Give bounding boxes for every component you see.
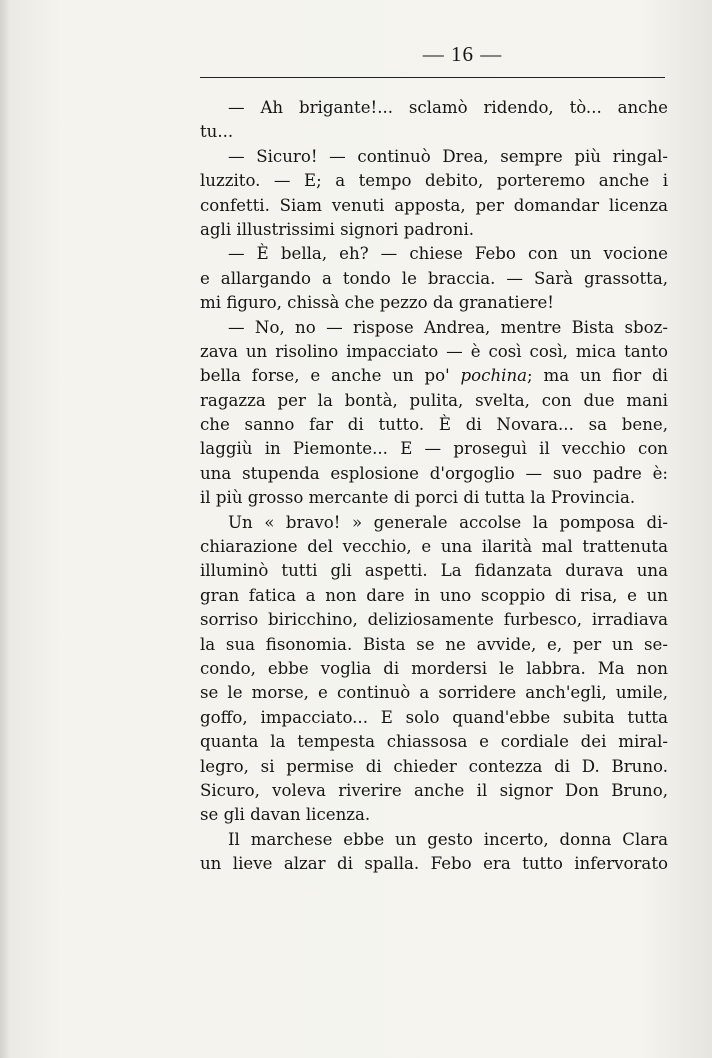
text-line: Un « bravo! » generale accolse la pomposa di- xyxy=(228,512,668,532)
text-line: legro, si permise di chieder contezza di D. Bruno. xyxy=(200,756,668,776)
page-binding-edge xyxy=(0,0,10,1058)
text-line: Sicuro, voleva riverire anche il signor Don Bruno, xyxy=(200,780,668,800)
text-line: illuminò tutti gli aspetti. La fidanzata durava una xyxy=(200,561,668,581)
header-rule xyxy=(200,77,665,78)
text-line: — No, no — rispose Andrea, mentre Bista sboz- xyxy=(228,317,668,337)
text-line: laggiù in Piemonte... E — proseguì il vecchio con xyxy=(200,439,668,459)
text-line: la sua fisonomia. Bista se ne avvide, e, per un se- xyxy=(200,634,668,654)
text-line: — Sicuro! — continuò Drea, sempre più ringal- xyxy=(228,146,668,166)
text-line: confetti. Siam venuti apposta, per domandar licenza xyxy=(200,195,668,215)
text-line: quanta la tempesta chiassosa e cordiale dei miral- xyxy=(200,732,668,752)
text-line: condo, ebbe voglia di mordersi le labbra. Ma non xyxy=(200,658,668,678)
text-line: il più grosso mercante di porci di tutta la Provincia. xyxy=(200,488,636,508)
body-text xyxy=(200,96,668,877)
page-number: — 16 — xyxy=(422,42,503,66)
text-line: sorriso biricchino, deliziosamente furbesco, irradiava xyxy=(200,610,668,630)
text-line: e allargando a tondo le braccia. — Sarà grassotta, xyxy=(200,268,668,288)
text-line: un lieve alzar di spalla. Febo era tutto infervorato xyxy=(200,854,668,874)
text-line: bella forse, e anche un po' pochina; ma un fior di xyxy=(200,366,668,386)
text-line: che sanno far di tutto. È di Novara... sa bene, xyxy=(200,415,668,435)
text-line: ragazza per la bontà, pulita, svelta, con due mani xyxy=(200,390,668,410)
text-line: una stupenda esplosione d'orgoglio — suo padre è: xyxy=(200,463,668,483)
text-line: se le morse, e continuò a sorridere anch'egli, umile, xyxy=(200,683,668,703)
page-header xyxy=(200,42,665,67)
text-line: Il marchese ebbe un gesto incerto, donna Clara xyxy=(228,829,668,849)
text-line: luzzito. — E; a tempo debito, porteremo anche i xyxy=(200,171,668,191)
text-line: agli illustrissimi signori padroni. xyxy=(200,219,475,239)
text-line: chiarazione del vecchio, e una ilarità mal trattenuta xyxy=(200,537,668,557)
text-line: mi figuro, chissà che pezzo da granatiere! xyxy=(200,293,554,313)
text-line: tu... xyxy=(200,122,234,142)
text-line: — È bella, eh? — chiese Febo con un vocione xyxy=(228,244,668,264)
text-line: goffo, impacciato... E solo quand'ebbe subita tutta xyxy=(200,707,668,727)
text-line: zava un risolino impacciato — è così così, mica tanto xyxy=(200,341,668,361)
text-line: — Ah brigante!... sclamò ridendo, tò... anche xyxy=(228,98,668,117)
text-line: se gli davan licenza. xyxy=(200,805,371,825)
italic-word: pochina xyxy=(460,366,528,386)
text-line: gran fatica a non dare in uno scoppio di risa, e un xyxy=(200,585,668,605)
